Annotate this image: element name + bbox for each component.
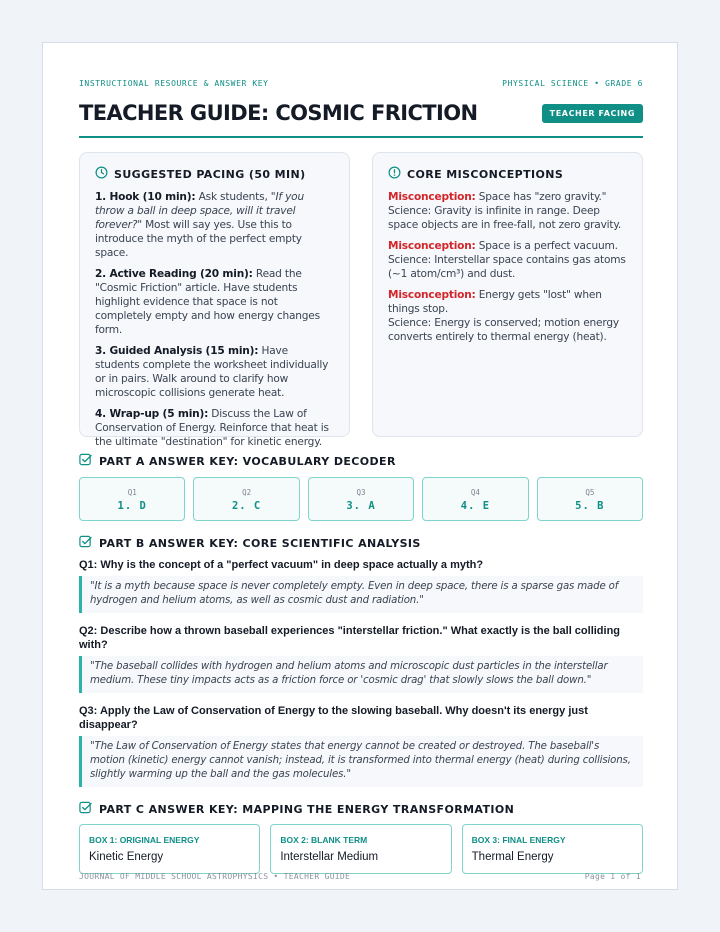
part-c-title: PART C ANSWER KEY: MAPPING THE ENERGY TRANSFORMATION (99, 802, 515, 816)
step-text: Ask students, (195, 191, 271, 203)
alert-circle-icon (388, 166, 401, 182)
pacing-card (79, 152, 350, 448)
misconception-text: Space has "zero gravity." (475, 191, 607, 203)
misconception-item (388, 190, 627, 232)
answer-value: 1. D (117, 500, 147, 512)
page-number: Page 1 of 1 (584, 872, 641, 881)
energy-box-value: Kinetic Energy (89, 851, 164, 863)
analysis-question: Q2: Describe how a thrown baseball experiences "interstellar friction." What exactly is the ball colliding with? (79, 625, 621, 651)
energy-box (462, 824, 643, 874)
step-text: Have students complete the worksheet individually or in pairs. Walk around to clarify how microscopic collisions generate heat. (95, 345, 329, 399)
misconception-label: Misconception: (388, 289, 476, 301)
step-label: 3. Guided Analysis (15 min): (95, 345, 259, 357)
answer-value: 5. B (575, 500, 605, 512)
energy-box-value: Thermal Energy (471, 851, 554, 863)
question-number: Q4 (470, 488, 480, 497)
vocab-answer-row (79, 477, 643, 521)
pacing-step (95, 267, 334, 337)
step-text: Most will say yes. Use this to introduce the myth of the perfect empty space. (95, 219, 302, 259)
kicker-right: PHYSICAL SCIENCE • GRADE 6 (502, 79, 643, 88)
step-quote: "If you throw a ball in deep space, will it travel forever?" (95, 191, 304, 231)
step-text: Discuss the Law of Conservation of Energy. Reinforce that heat is the ultimate "destination" for kinetic energy. (95, 408, 329, 448)
answer-value: 2. C (231, 500, 262, 512)
misconceptions-card (372, 152, 643, 437)
misconception-text: Energy gets "lost" when things stop. (388, 289, 602, 315)
vocab-answer-box (537, 477, 643, 521)
checkbox-icon (79, 453, 92, 469)
question-number: Q3 (356, 488, 366, 497)
kicker-left: INSTRUCTIONAL RESOURCE & ANSWER KEY (79, 79, 269, 88)
part-a-title: PART A ANSWER KEY: VOCABULARY DECODER (99, 454, 396, 468)
part-a-heading (79, 453, 643, 469)
step-label: 1. Hook (10 min): (95, 191, 196, 203)
checkbox-icon (79, 535, 92, 551)
pacing-heading (95, 166, 334, 182)
misconception-item (388, 288, 627, 344)
misconception-item (388, 239, 627, 281)
analysis-item (79, 624, 643, 693)
part-b-heading (79, 535, 643, 551)
answer-value: 4. E (460, 500, 491, 512)
page-title: TEACHER GUIDE: COSMIC FRICTION (79, 101, 478, 125)
page-footer (79, 872, 641, 881)
science-text: Science: Interstellar space contains gas atoms (~1 atom/cm³) and dust. (388, 254, 626, 280)
document-page (42, 42, 678, 890)
answer-value: 3. A (346, 500, 376, 512)
page-content (79, 79, 643, 874)
science-text: Science: Energy is conserved; motion energy converts entirely to thermal energy (heat). (388, 317, 619, 343)
energy-box (79, 824, 260, 874)
analysis-question: Q3: Apply the Law of Conservation of Energy to the slowing baseball. Why doesn't its energy just disappear? (79, 705, 588, 731)
vocab-answer-box (79, 477, 185, 521)
energy-box-label: BOX 2: BLANK TERM (280, 835, 368, 845)
science-text: Science: Gravity is infinite in range. Deep space objects are in free-fall, not zero gravity. (388, 205, 622, 231)
step-text: Read the "Cosmic Friction" article. Have students highlight evidence that space is not completely empty and how energy changes form. (95, 268, 320, 336)
misconceptions-heading (388, 166, 627, 182)
question-number: Q1 (127, 488, 137, 497)
pacing-step (95, 344, 334, 400)
energy-box-label: BOX 3: FINAL ENERGY (471, 835, 566, 845)
analysis-item (79, 558, 643, 613)
energy-box-value: Interstellar Medium (280, 851, 379, 863)
misconception-label: Misconception: (388, 240, 476, 252)
pacing-title: SUGGESTED PACING (50 MIN) (114, 167, 306, 181)
clock-icon (95, 166, 108, 182)
audience-badge: TEACHER FACING (542, 104, 643, 123)
vocab-answer-box (422, 477, 528, 521)
model-answer: "The Law of Conservation of Energy states that energy cannot be created or destroyed. The baseball's motion (kinetic) energy cannot vanish; instead, it is transformed into thermal energy (heat) during collisions, slightly warming up the ball and the gas molecules." (79, 736, 643, 787)
misconceptions-title: CORE MISCONCEPTIONS (407, 167, 564, 181)
part-b-title: PART B ANSWER KEY: CORE SCIENTIFIC ANALYSIS (99, 536, 421, 550)
vocab-answer-box (308, 477, 414, 521)
model-answer: "It is a myth because space is never completely empty. Even in deep space, there is a sparse gas made of hydrogen and helium atoms, as well as cosmic dust and radiation." (79, 576, 643, 613)
analysis-question: Q1: Why is the concept of a "perfect vacuum" in deep space actually a myth? (79, 559, 484, 571)
kicker-row (79, 79, 643, 88)
title-row (79, 101, 643, 138)
footer-source: JOURNAL OF MIDDLE SCHOOL ASTROPHYSICS • TEACHER GUIDE (79, 872, 351, 881)
misconception-text: Space is a perfect vacuum. (475, 240, 618, 252)
step-label: 4. Wrap-up (5 min): (95, 408, 209, 420)
step-label: 2. Active Reading (20 min): (95, 268, 253, 280)
energy-box (270, 824, 451, 874)
energy-map-row (79, 824, 643, 874)
pacing-step (95, 190, 334, 260)
energy-box-label: BOX 1: ORIGINAL ENERGY (89, 835, 200, 845)
part-c-heading (79, 801, 643, 817)
checkbox-icon (79, 801, 92, 817)
model-answer: "The baseball collides with hydrogen and helium atoms and microscopic dust particles in the interstellar medium. These tiny impacts acts as a friction force or 'cosmic drag' that slowly slows the ball down." (79, 656, 643, 693)
misconception-label: Misconception: (388, 191, 476, 203)
pacing-step (95, 407, 334, 449)
overview-columns (79, 152, 643, 448)
vocab-answer-box (193, 477, 299, 521)
question-number: Q2 (242, 488, 252, 497)
question-number: Q5 (585, 488, 595, 497)
analysis-item (79, 704, 643, 787)
